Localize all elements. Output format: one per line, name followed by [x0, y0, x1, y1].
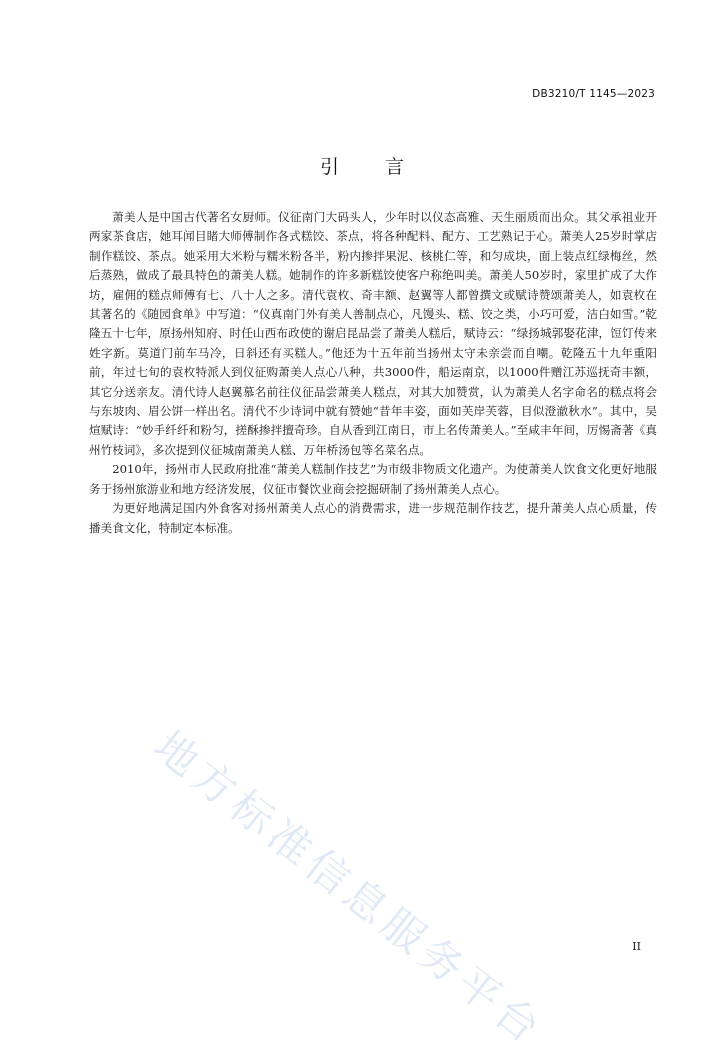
paragraph-history: 萧美人是中国古代著名女厨师。仪征南门大码头人，少年时以仪态高雅、天生丽质而出众。其父承祖业开两家茶食店，她耳闻目睹大师傅制作各式糕饺、茶点，将各种配料、配方、工艺熟记于心。萧美人25岁时掌店制作糕饺、茶点。她采用大米粉与糯米粉各半，粉内掺拌果泥、核桃仁等，和匀成块，面上装点红绿梅丝，然后蒸熟，做成了最具特色的萧美人糕。她制作的许多新糕饺使客户称绝叫美。萧美人50岁时，家里扩成了大作坊，雇佣的糕点师傅有七、八十人之多。清代袁枚、奇丰额、赵翼等人都曾撰文或赋诗赞颂萧美人，如袁枚在其著名的《随园食单》中写道：“仪真南门外有美人善制点心，凡馒头、糕、饺之类，小巧可爱，洁白如雪。”乾隆五十七年，原扬州知府、时任山西布政使的谢启昆品尝了萧美人糕后，赋诗云：“绿扬城郭娶花津，饾饤传来姓字新。莫道门前车马冷，日斜还有买糕人。”他还为十五年前当扬州太守未亲尝而自嘲。乾隆五十九年重阳前，年过七旬的袁枚特派人到仪征购萧美人点心八种，共3000件，船运南京，以1000件赠江苏巡抚奇丰额，其它分送亲友。清代诗人赵翼慕名前往仪征品尝萧美人糕点，对其大加赞赏，认为萧美人名字命名的糕点将会与东坡肉、眉公饼一样出名。清代不少诗词中就有赞她“昔年丰姿，面如芙岸芙蓉，目似澄澈秋水”。其中，吴煊赋诗：“妙手纤纤和粉匀，搓酥掺拌擅奇珍。自从香到江南日，市上名传萧美人。”至咸丰年间，厉惕斋著《真州竹枝词》，多次提到仪征城南萧美人糕、万年桥汤包等名菜名点。	[89, 210, 657, 457]
paragraph-purpose: 为更好地满足国内外食客对扬州萧美人点心的消费需求，进一步规范制作技艺，提升萧美人点心质量，传播美食文化，特制定本标准。	[89, 501, 657, 535]
document-code: DB3210/T 1145—2023	[532, 88, 655, 100]
watermark: 地方标准信息服务平台	[144, 721, 554, 1056]
page-number: II	[632, 940, 641, 953]
paragraph-heritage: 2010年，扬州市人民政府批准“萧美人糕制作技艺”为市级非物质文化遗产。为使萧美人饮食文化更好地服务于扬州旅游业和地方经济发展，仪征市餐饮业商会挖掘研制了扬州萧美人点心。	[89, 462, 657, 496]
introduction-body	[89, 208, 657, 538]
page-title: 引言	[319, 156, 450, 178]
